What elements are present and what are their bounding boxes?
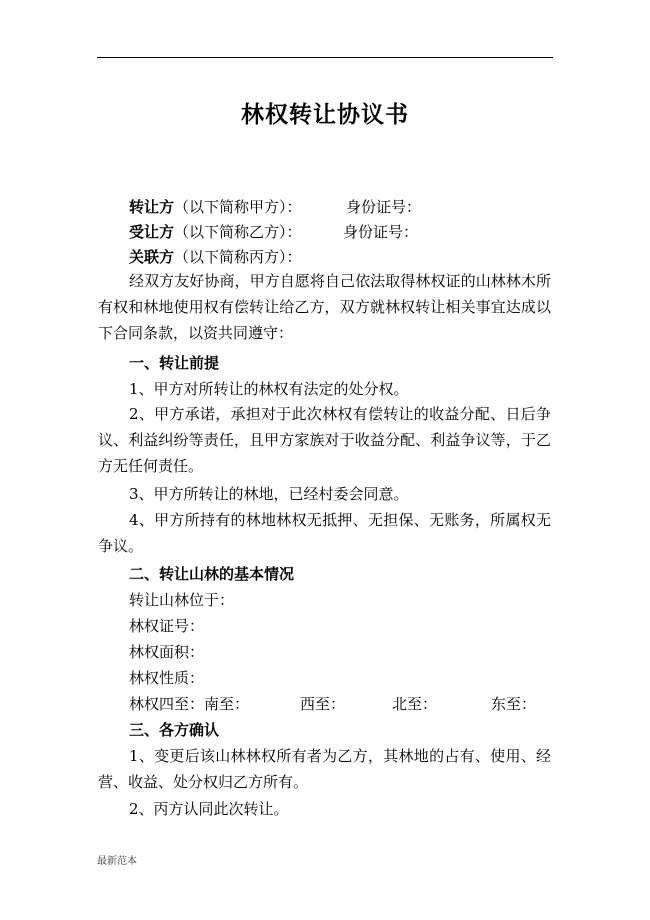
- intro-line: 经双方友好协商，甲方自愿将自己依法取得林权证的山林林木所: [129, 272, 551, 290]
- section1-item2-line: 2、甲方承诺，承担对于此次林权有偿转让的收益分配、日后争: [129, 405, 551, 423]
- transferor-line: [129, 195, 559, 219]
- bound-north: 北至：: [392, 695, 438, 713]
- section1-item4-line: 争议。: [98, 537, 144, 555]
- section3-heading: 三、各方确认: [129, 721, 220, 739]
- footer-text: 最新范本: [97, 856, 137, 867]
- section1-item2-line: 方无任何责任。: [98, 457, 204, 475]
- transferor-id-label: 身份证号：: [346, 198, 422, 216]
- section1-item1: 1、甲方对所转让的林权有法定的处分权。: [129, 380, 409, 398]
- area-line: 林权面积：: [129, 643, 205, 661]
- cert-no-line: 林权证号：: [129, 617, 205, 635]
- intro-line: 下合同条款，以资共同遵守：: [98, 324, 294, 342]
- transferee-note: （以下简称乙方）：: [174, 223, 302, 241]
- related-line: [129, 245, 559, 269]
- header-rule: [97, 57, 553, 58]
- section3-item1-line: 营、收益、处分权归乙方所有。: [98, 773, 309, 791]
- document-title: 林权转让协议书: [241, 101, 409, 128]
- nature-line: 林权性质：: [129, 669, 205, 687]
- section1-item3: 3、甲方所转让的林地，已经村委会同意。: [129, 485, 409, 503]
- related-note: （以下简称丙方）：: [174, 248, 302, 266]
- section1-item4-line: 4、甲方所持有的林地林权无抵押、无担保、无账务，所属权无: [129, 511, 551, 529]
- bound-south: 南至：: [204, 695, 250, 713]
- section3-item1-line: 1、变更后该山林林权所有者为乙方，其林地的占有、使用、经: [129, 747, 551, 765]
- section1-item2-line: 议、利益纠纷等责任，且甲方家族对于收益分配、利益争议等，于乙: [98, 431, 551, 449]
- section2-heading: 二、转让山林的基本情况: [129, 565, 295, 583]
- intro-paragraph: [98, 268, 551, 346]
- section1-heading: 一、转让前提: [129, 354, 220, 372]
- transferee-label: 受让方: [129, 223, 175, 241]
- transferee-line: [129, 220, 559, 244]
- section1-item4: [98, 507, 551, 559]
- related-label: 关联方: [129, 248, 175, 266]
- section3-item1: [98, 743, 551, 795]
- transferor-note: （以下简称甲方）：: [174, 198, 302, 216]
- bounds-line: [129, 692, 559, 716]
- transferor-label: 转让方: [129, 198, 175, 216]
- section3-item2: 2、丙方认同此次转让。: [129, 800, 289, 818]
- bounds-label: 林权四至：: [129, 695, 205, 713]
- transferee-id-label: 身份证号：: [343, 223, 419, 241]
- location-line: 转让山林位于：: [129, 591, 235, 609]
- section1-item2: [98, 401, 551, 479]
- bound-east: 东至：: [491, 695, 537, 713]
- intro-line: 有权和林地使用权有偿转让给乙方，双方就林权转让相关事宜达成以: [98, 298, 551, 316]
- bound-west: 西至：: [300, 695, 346, 713]
